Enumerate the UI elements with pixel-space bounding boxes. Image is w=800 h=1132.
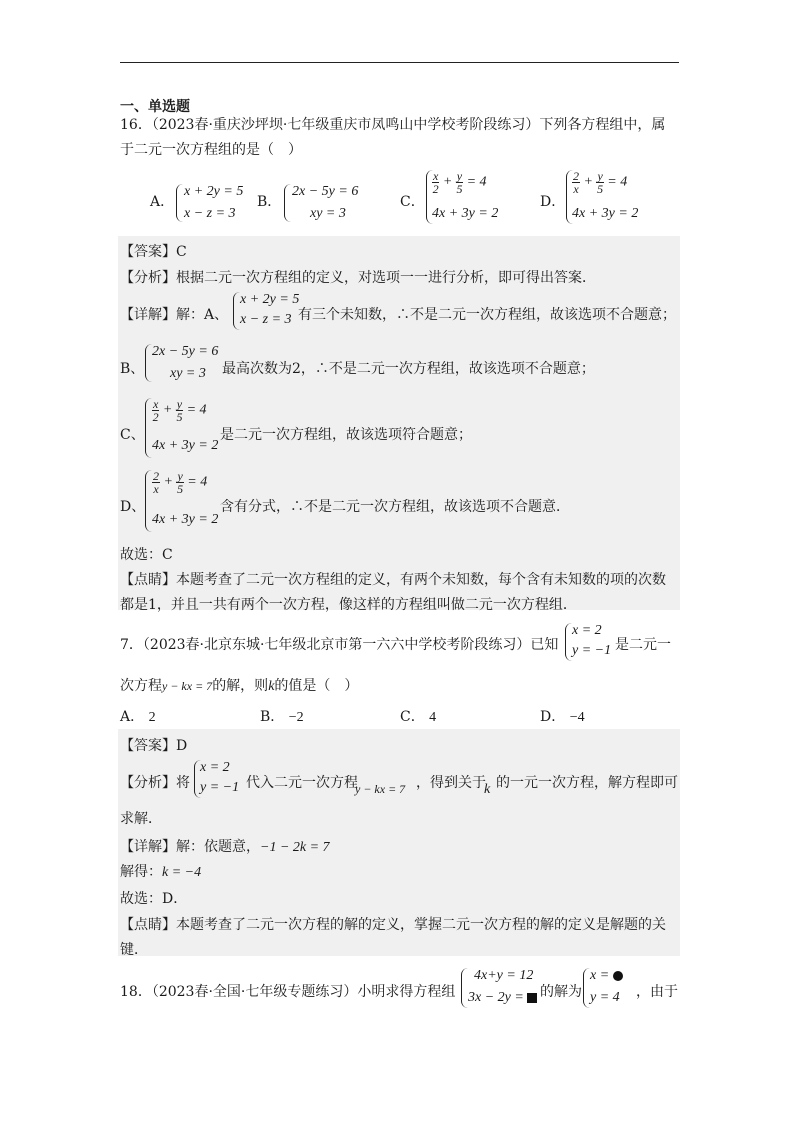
q16-stem-line2: 于二元一次方程组的是（ ） bbox=[120, 142, 302, 158]
q17-comment-line1: 【点睛】本题考查了二元一次方程的解的定义，掌握二元一次方程的解的定义是解题的关 bbox=[120, 917, 666, 933]
q17-option-b: B． −2 bbox=[260, 709, 304, 725]
brace-icon bbox=[176, 184, 183, 222]
brace-icon bbox=[565, 623, 572, 661]
brace-icon bbox=[461, 968, 468, 1008]
q17-answer: 【答案】D bbox=[120, 738, 188, 754]
q16-analysis: 【分析】根据二元一次方程组的定义，对选项一一进行分析，即可得出答案． bbox=[120, 270, 596, 286]
q17-analysis-d: 的一元一次方程，解方程即可 bbox=[496, 775, 678, 791]
q17-option-a: A． 2 bbox=[120, 709, 156, 725]
q17-comment-line2: 键． bbox=[120, 942, 148, 958]
q16-detail-b-label: B、 bbox=[120, 361, 145, 377]
section-heading: 一、单选题 bbox=[120, 99, 190, 115]
brace-icon bbox=[583, 968, 590, 1008]
q16-comment-line2: 都是1，并且一共有两个一次方程，像这样的方程组叫做二元一次方程组． bbox=[120, 597, 577, 613]
header-rule bbox=[120, 62, 679, 63]
q17-analysis-c: ，得到关于 bbox=[416, 775, 486, 791]
q17-stem-suffix: 是二元一 bbox=[615, 637, 671, 653]
q17-solve: 解得：k = −4 bbox=[120, 864, 202, 880]
q17-option-c: C． 4 bbox=[400, 709, 437, 725]
brace-icon bbox=[284, 184, 291, 222]
q17-analysis-line2: 求解． bbox=[120, 811, 162, 827]
brace-icon bbox=[233, 292, 240, 330]
q18-mid: 的解为 bbox=[540, 984, 582, 1000]
q16-option-d-label: D． bbox=[540, 194, 566, 210]
q16-detail-c-label: C、 bbox=[120, 427, 145, 443]
q16-detail-c-text: 是二元一次方程组，故该选项符合题意； bbox=[220, 427, 472, 443]
q16-detail-prefix: 【详解】解：A、 bbox=[120, 307, 229, 323]
q17-stem-prefix: 7．（2023春·北京东城·七年级北京市第一六六中学校考阶段练习）已知 bbox=[120, 637, 559, 653]
filled-circle-icon bbox=[613, 971, 623, 981]
q17-choice: 故选：D． bbox=[120, 891, 188, 907]
q17-option-d: D． −4 bbox=[540, 709, 585, 725]
q16-answer: 【答案】C bbox=[120, 244, 187, 260]
brace-icon bbox=[145, 398, 152, 458]
q17-analysis-eq: y − kx = 7 bbox=[355, 782, 406, 796]
brace-icon bbox=[145, 344, 152, 382]
filled-square-icon bbox=[527, 993, 537, 1003]
q16-choice: 故选：C bbox=[120, 547, 173, 563]
q16-detail-d-label: D、 bbox=[120, 499, 146, 515]
q16-detail-d-text: 含有分式，∴不是二元一次方程组，故该选项不合题意． bbox=[220, 499, 570, 515]
q16-detail-a-text: 有三个未知数，∴不是二元一次方程组，故该选项不合题意； bbox=[298, 307, 676, 323]
q16-option-a-label: A． bbox=[150, 194, 175, 210]
q18-stem-prefix: 18．（2023春·全国·七年级专题练习）小明求得方程组 bbox=[120, 984, 456, 1000]
q16-stem-line1: 16．（2023春·重庆沙坪坝·七年级重庆市凤鸣山中学校考阶段练习）下列各方程组中，属 bbox=[120, 117, 666, 133]
document-page: 一、单选题 16．（2023春·重庆沙坪坝·七年级重庆市凤鸣山中学校考阶段练习）下列各方程组中，属 于二元一次方程组的是（ ） A． x + 2y = 5 x − z = 3 B． 2x − 5y = 6 xy = 3 C． $\frac{x}{2}$ + $\frac{y}{5}$ = 4 4x + 3y = 2 D． $\frac{2}{x}$ + $\frac{y}{5}$ = 4 4x + 3y = 2 【答案】C 【分析】根据二元一次方程组的定义，对选项一一进行分析，即可得出答案． 【详解】解：A、 x + 2y = 5 x − z = 3 有三个未知数，∴不是二元一次方程组，故该选项不合题意； B、 2x − 5y = 6 xy = 3 最高次数为2，∴不是二元一次方程组，故该选项不合题意； C、 $\frac{x}{2}$ + $\frac{y}{5}$ = 4 4x + 3y = 2 是二元一次方程组，故该选项符合题意； D、 $\frac{2}{x}$ + $\frac{y}{5}$ = 4 4x + 3y = 2 含有分式，∴不是二元一次方程组，故该选项不合题意． 故选：C 【点睛】本题考查了二元一次方程组的定义，有两个未知数，每个含有未知数的项的次数 都是1，并且一共有两个一次方程，像这样的方程组叫做二元一次方程组． 7．（2023春·北京东城·七年级北京市第一六六中学校考阶段练习）已知 x = 2 y = −1 是二元一 次方程y − kx = 7的解，则k的值是（ ） A． 2 B． −2 C． 4 D． −4 【答案】D 【分析】将 x = 2 y = −1 代入二元一次方程 y − kx = 7 ，得到关于 k 的一元一次方程，解方程即可 求解． 【详解】解：依题意，−1 − 2k = 7 解得：k = −4 故选：D． 【点睛】本题考查了二元一次方程的解的定义，掌握二元一次方程的解的定义是解题的关 键． 18．（2023春·全国·七年级专题练习）小明求得方程组 4x+y = 12 3x − 2y = 的解为 x = y = 4 ，由于 bbox=[0, 0, 800, 1132]
q18-suffix: ，由于 bbox=[636, 984, 678, 1000]
q17-analysis-k: k bbox=[484, 782, 491, 797]
q16-option-c-label: C． bbox=[400, 194, 425, 210]
q16-comment-line1: 【点睛】本题考查了二元一次方程组的定义，有两个未知数，每个含有未知数的项的次数 bbox=[120, 572, 666, 588]
q16-answer-panel bbox=[118, 236, 680, 610]
q16-detail-b-text: 最高次数为2，∴不是二元一次方程组，故该选项不合题意； bbox=[222, 361, 595, 377]
q17-analysis-a: 【分析】将 bbox=[120, 775, 190, 791]
q17-stem-line2: 次方程y − kx = 7的解，则k的值是（ ） bbox=[120, 678, 359, 694]
q16-option-b-label: B． bbox=[257, 194, 282, 210]
q17-detail: 【详解】解：依题意，−1 − 2k = 7 bbox=[120, 839, 330, 855]
q17-analysis-b: 代入二元一次方程 bbox=[246, 775, 358, 791]
brace-icon bbox=[145, 470, 152, 532]
